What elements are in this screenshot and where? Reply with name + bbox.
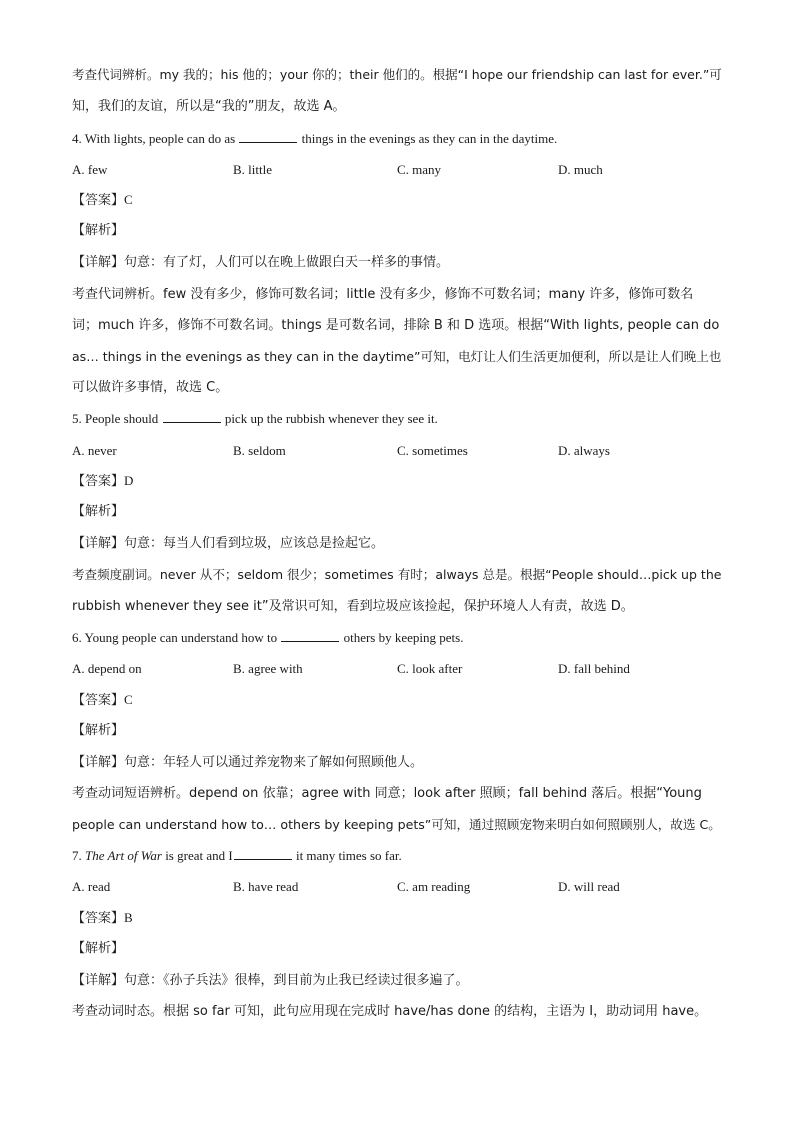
q6-blank	[281, 629, 339, 642]
q7-answer	[72, 909, 133, 928]
q5-option-d: D. always	[558, 443, 610, 458]
q6-answer-value: C	[124, 692, 133, 707]
q4-option-a: A. few	[72, 162, 108, 177]
q7-detail-label: 【详解】	[72, 973, 125, 988]
q5-option-a: A. never	[72, 443, 117, 458]
q4-detail-label: 【详解】	[72, 255, 125, 270]
q4-analysis-label: 【解析】	[72, 223, 125, 238]
q3-explanation-line-1: 考查代词辨析。my 我的；his 他的；your 你的；their 他们的。根据“I hope our friendship can last for ever.”可	[72, 67, 722, 82]
q7-explanation-line-1: 考查动词时态。根据 so far 可知，此句应用现在完成时 have/has done 的结构，主语为 I，助动词用 have。	[72, 1004, 708, 1019]
q4-explanation-line-2: 词；much 许多，修饰不可数名词。things 是可数名词，排除 B 和 D 选项。根据“With lights, people can do	[72, 318, 720, 333]
q5-detail-label: 【详解】	[72, 536, 125, 551]
q7-detail-text: 句意：《孙子兵法》很棒，到目前为止我已经读过很多遍了。	[124, 973, 469, 988]
q5-explanation-line-1: 考查频度副词。never 从不；seldom 很少；sometimes 有时；always 总是。根据“People should…pick up the	[72, 567, 722, 582]
q6-option-b: B. agree with	[233, 661, 303, 676]
q7-option-a: A. read	[72, 879, 111, 894]
q5-blank	[163, 410, 221, 423]
q5-detail-text: 句意：每当人们看到垃圾，应该总是捡起它。	[124, 536, 385, 551]
q7-answer-value: B	[124, 910, 133, 925]
q5-answer-value: D	[124, 473, 134, 488]
q7-analysis-label: 【解析】	[72, 941, 125, 956]
q6-detail	[72, 754, 423, 772]
q7-option-d: D. will read	[558, 879, 620, 894]
q6-stem-start: 6. Young people can understand how to	[72, 630, 281, 645]
q7-stem	[72, 847, 402, 865]
q6-explanation-line-1: 考查动词短语辨析。depend on 依靠；agree with 同意；look after 照顾；fall behind 落后。根据“Young	[72, 786, 702, 801]
q4-answer-value: C	[124, 192, 133, 207]
q4-detail	[72, 254, 449, 272]
q4-stem-start: 4. With lights, people can do as	[72, 131, 239, 146]
q7-answer-label: 【答案】	[72, 911, 125, 926]
q5-stem-end: pick up the rubbish whenever they see it.	[221, 411, 438, 426]
q4-option-c: C. many	[397, 162, 442, 177]
q7-stem-start: is great and I	[161, 848, 233, 863]
q6-answer-label: 【答案】	[72, 693, 125, 708]
q7-option-c: C. am reading	[397, 879, 471, 894]
q5-detail	[72, 535, 384, 553]
q7-option-b: B. have read	[233, 879, 299, 894]
q6-stem-end: others by keeping pets.	[340, 630, 464, 645]
q6-option-d: D. fall behind	[558, 661, 630, 676]
q5-explanation-line-2: rubbish whenever they see it”及常识可知，看到垃圾应该捡起，保护环境人人有责，故选 D。	[72, 599, 634, 614]
q3-explanation-line-2: 知，我们的友谊，所以是“我的”朋友，故选 A。	[72, 99, 346, 114]
q7-book-title: The Art of War	[85, 848, 162, 863]
q6-option-c: C. look after	[397, 661, 463, 676]
q5-stem	[72, 410, 438, 428]
q4-explanation-line-1: 考查代词辨析。few 没有多少，修饰可数名词；little 没有多少，修饰不可数名词；many 许多，修饰可数名	[72, 287, 694, 302]
q4-explanation-line-4: 可以做许多事情，故选 C。	[72, 380, 229, 395]
q6-detail-label: 【详解】	[72, 755, 125, 770]
q4-stem-end: things in the evenings as they can in the daytime.	[298, 131, 558, 146]
q5-answer	[72, 472, 133, 491]
q4-option-d: D. much	[558, 162, 603, 177]
q6-stem	[72, 629, 463, 647]
q4-detail-text: 句意：有了灯，人们可以在晚上做跟白天一样多的事情。	[124, 255, 450, 270]
q7-blank	[234, 847, 292, 860]
q4-blank	[239, 130, 297, 143]
q5-option-b: B. seldom	[233, 443, 286, 458]
q7-stem-end: it many times so far.	[292, 848, 402, 863]
q6-detail-text: 句意：年轻人可以通过养宠物来了解如何照顾他人。	[124, 755, 424, 770]
q5-answer-label: 【答案】	[72, 474, 125, 489]
q7-detail	[72, 972, 469, 990]
q6-analysis-label: 【解析】	[72, 723, 125, 738]
q5-analysis-label: 【解析】	[72, 504, 125, 519]
q4-explanation-line-3: as… things in the evenings as they can in the daytime”可知，电灯让人们生活更加便利，所以是让人们晚上也	[72, 349, 722, 364]
q6-answer	[72, 691, 133, 710]
q4-stem	[72, 130, 557, 148]
q4-option-b: B. little	[233, 162, 272, 177]
q4-answer-label: 【答案】	[72, 193, 125, 208]
q5-option-c: C. sometimes	[397, 443, 468, 458]
q4-answer	[72, 191, 133, 210]
q5-stem-start: 5. People should	[72, 411, 162, 426]
q6-explanation-line-2: people can understand how to… others by keeping pets”可知，通过照顾宠物来明白如何照顾别人，故选 C。	[72, 817, 721, 832]
q6-option-a: A. depend on	[72, 661, 142, 676]
q7-number: 7.	[72, 848, 85, 863]
